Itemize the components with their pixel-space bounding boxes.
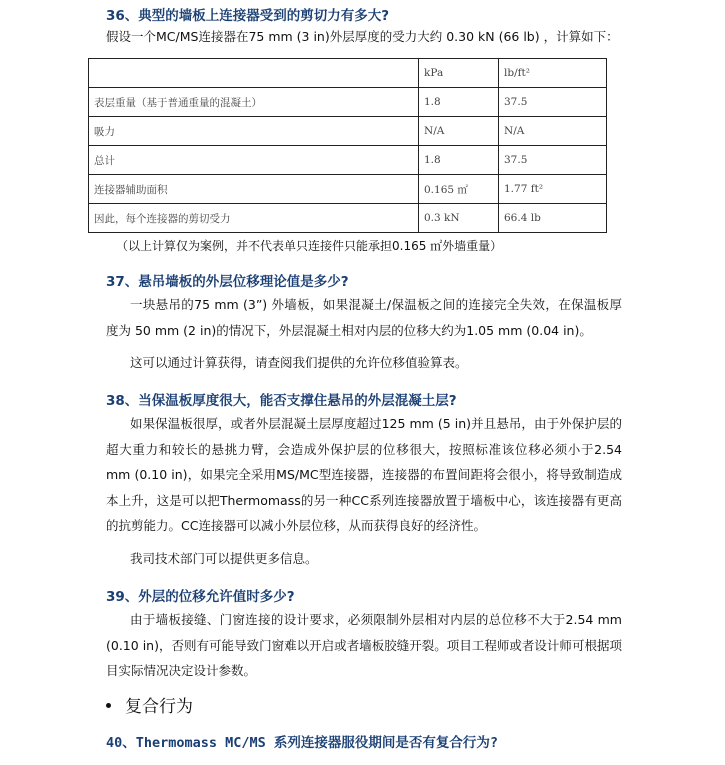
table-row: [89, 146, 607, 175]
table-cell: N/A: [499, 117, 607, 146]
question-40-heading: 40、Thermomass MC/MS 系列连接器服役期间是否有复合行为?: [106, 735, 499, 751]
table-cell: 连接器辅助面积: [89, 175, 419, 204]
bullet-dot-icon: [106, 703, 111, 708]
table-row: [89, 204, 607, 233]
question-37-heading: 37、悬吊墙板的外层位移理论值是多少?: [106, 274, 349, 290]
table-cell: 表层重量（基于普通重量的混凝土）: [89, 88, 419, 117]
table-header-cell: [89, 59, 419, 88]
table-cell: 因此，每个连接器的剪切受力: [89, 204, 419, 233]
question-39-paragraph: 由于墙板接缝、门窗连接的设计要求，必须限制外层相对内层的总位移不大于2.54 mm (0.10 in)，否则有可能导致门窗难以开启或者墙板胶缝开裂。项目工程师或者设计师可根据项目实际情况决定设计参数。: [106, 612, 622, 678]
section-bullet: [106, 692, 193, 717]
question-36-intro: 假设一个MC/MS连接器在75 mm (3 in)外层厚度的受力大约 0.30 kN (66 lb) ，计算如下：: [106, 29, 619, 44]
table-header-cell: lb/ft²: [499, 59, 607, 88]
table-cell: 37.5: [499, 146, 607, 175]
table-cell: 1.8: [419, 146, 499, 175]
question-38-paragraph: 如果保温板很厚，或者外层混凝土层厚度超过125 mm (5 in)并且悬吊，由于外保护层的超大重力和较长的悬挑力臂，会造成外保护层的位移很大，按照标准该位移必须小于2.54 mm (0.10 in)，如果完全采用MS/MC型连接器，连接器的布置间距将会很小，将导致制造成本上升，这是可以把Thermomass的另一种CC系列连接器放置于墙板中心，该连接器有更高的抗剪能力。CC连接器可以减小外层位移，从而获得良好的经济性。: [106, 416, 622, 533]
question-37-paragraph: 这可以通过计算获得，请查阅我们提供的允许位移值验算表。: [130, 355, 468, 370]
table-header-cell: kPa: [419, 59, 499, 88]
question-38-paragraph: 我司技术部门可以提供更多信息。: [130, 551, 318, 566]
table-row: [89, 88, 607, 117]
table-cell: 37.5: [499, 88, 607, 117]
table-row: [89, 175, 607, 204]
table-cell: 总计: [89, 146, 419, 175]
table-cell: 0.3 kN: [419, 204, 499, 233]
section-title: 复合行为: [125, 697, 193, 717]
table-row: [89, 117, 607, 146]
table-cell: 66.4 lb: [499, 204, 607, 233]
table-cell: 0.165 ㎡: [419, 175, 499, 204]
table-cell: N/A: [419, 117, 499, 146]
calculation-note: （以上计算仅为案例，并不代表单只连接件只能承担0.165 ㎡外墙重量）: [116, 239, 503, 253]
table-cell: 1.8: [419, 88, 499, 117]
question-37-paragraph: 一块悬吊的75 mm (3”) 外墙板，如果混凝土/保温板之间的连接完全失效，在保温板厚度为 50 mm (2 in)的情况下，外层混凝土相对内层的位移大约为1.05 mm (0.04 in)。: [106, 297, 622, 338]
table-cell: 1.77 ft²: [499, 175, 607, 204]
table-header-row: [89, 59, 607, 88]
table-cell: 吸力: [89, 117, 419, 146]
question-39-heading: 39、外层的位移允许值时多少?: [106, 589, 295, 605]
question-38-heading: 38、当保温板厚度很大，能否支撑住悬吊的外层混凝土层?: [106, 393, 457, 409]
shear-force-table: [88, 58, 607, 233]
question-36-heading: 36、典型的墙板上连接器受到的剪切力有多大?: [106, 8, 390, 24]
